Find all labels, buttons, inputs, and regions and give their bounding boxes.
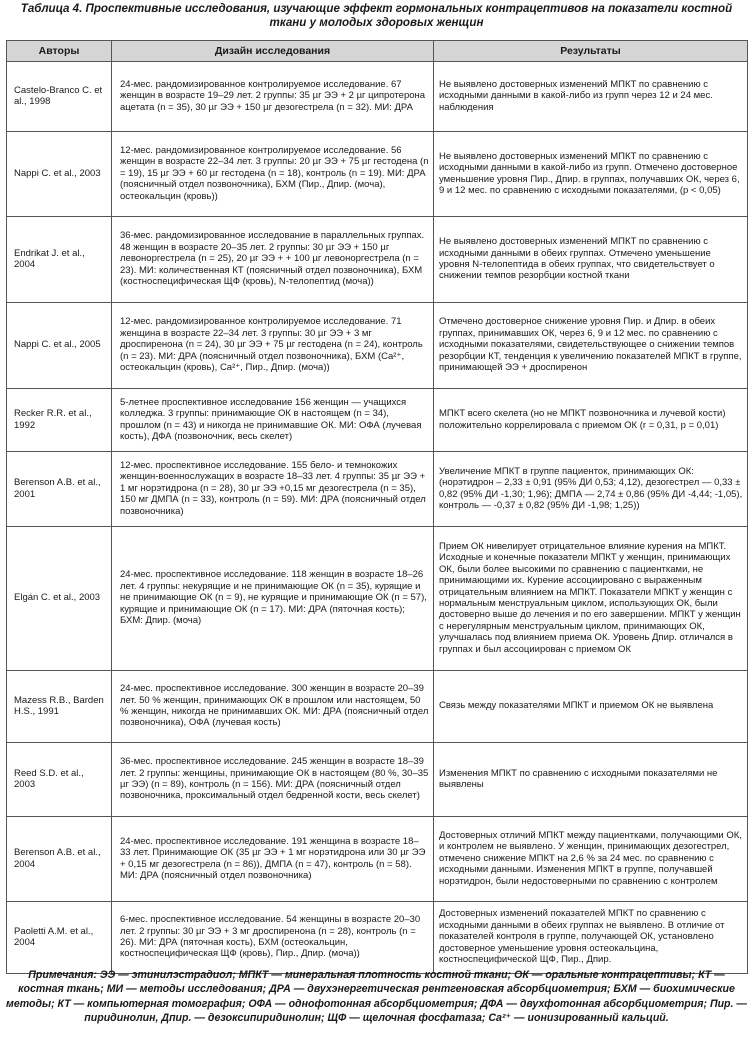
table-title: Таблица 4. Проспективные исследования, изучающие эффект гормональных контрацептивов на показатели костной ткани у молодых здоровых женщин [20,2,733,29]
header-results: Результаты [434,41,748,62]
design-cell: 36-мес. проспективное исследование. 245 женщин в возрасте 18–39 лет. 2 группы: женщины, принимающие ОК в настоящем (80 %, 30–35 µг ЭЭ) (n = 89), контроль (n = 156). МИ: ДРА (поясничный отдел позвоночника, проксимальный отдел бедренной кости, весь скелет) [112,743,434,817]
result-cell: Связь между показателями МПКТ и приемом ОК не выявлена [434,671,748,743]
table-notes [6,968,747,1026]
result-cell: Отмечено достоверное снижение уровня Пир. и Дпир. в обеих группах, принимавших ОК, через 6, 9 и 12 мес. по сравнению с исходными показателями, свидетельствующее о снижении темпов резорбции КТ, тенденция к увеличению показателей МПКТ в группе, принимающей ЭЭ + дроспиренон [434,303,748,389]
table-row [7,902,748,974]
author-cell: Recker R.R. et al., 1992 [7,389,112,452]
header-design: Дизайн исследования [112,41,434,62]
design-cell: 5-летнее проспективное исследование 156 женщин — учащихся колледжа. 3 группы: принимающие ОК в настоящем (n = 34), прошлом (n = 43) и никогда не принимавшие ОК. МИ: ОФА (лучевая кость), ДФА (позвоночник, весь скелет) [112,389,434,452]
table-row [7,817,748,902]
table-row [7,527,748,671]
author-cell: Reed S.D. et al., 2003 [7,743,112,817]
design-cell: 36-мес. рандомизированное исследование в параллельных группах. 48 женщин в возрасте 20–35 лет. 2 группы: 30 µг ЭЭ + 150 µг левоноргестрела (n = 25), 20 µг ЭЭ + + 100 µг левоноргестрела (n = 23). МИ: количественная КТ (поясничный отдел позвоночника), БХМ (костноспецифическая ЩФ (кровь), N-телопептид (моча)) [112,217,434,303]
result-cell: Не выявлено достоверных изменений МПКТ по сравнению с исходными данными в обеих группах. Отмечено уменьшение уровня N-телопептида в обеих группах, что свидетельствует о снижении темпов резорбции костной ткани [434,217,748,303]
result-cell: Увеличение МПКТ в группе пациенток, принимающих ОК: (норэтидрон – 2,33 ± 0,91 (95% ДИ 0,53; 4,12), дезогестрел — 0,33 ± 0,82 (95% ДИ -1,30; 1,96); ДМПА — 2,74 ± 0,86 (95% ДИ -4,44; -1,05), контроль — -0,37 ± 0,82 (95% ДИ -1,98; 1,25)) [434,452,748,527]
table-row [7,303,748,389]
result-cell: Изменения МПКТ по сравнению с исходными показателями не выявлены [434,743,748,817]
table-row [7,389,748,452]
design-cell: 12-мес. рандомизированное контролируемое исследование. 56 женщин в возрасте 22–34 лет. 3 группы: 20 µг ЭЭ + 75 µг гестодена (n = 19), 15 µг ЭЭ + 60 µг гестодена (n = 18), контроль (n = 19). МИ: ДРА (поясничный отдел позвоночника), БХМ (Пир., Дпир. (моча), остеокальцин (кровь)) [112,132,434,217]
notes-label: Примечания: [28,969,97,981]
result-cell: Не выявлено достоверных изменений МПКТ по сравнению с исходными данными в какой-либо из групп через 12 и 24 мес. наблюдения [434,62,748,132]
result-cell: Достоверных изменений показателей МПКТ по сравнению с исходными данными в обеих группах не выявлено. В отличие от показателей контроля в группе, получающей ОК, установлено достоверное уменьшение уровня остеокальцина, костноспецифической ЩФ, Пир., Дпир. [434,902,748,974]
author-cell: Paoletti A.M. et al., 2004 [7,902,112,974]
table-row [7,217,748,303]
table-row [7,132,748,217]
author-cell: Nappi C. et al., 2005 [7,303,112,389]
design-cell: 12-мес. рандомизированное контролируемое исследование. 71 женщина в возрасте 22–34 лет. 3 группы: 30 µг ЭЭ + 3 мг дроспиренона (n = 24), 30 µг ЭЭ + 75 µг гестодена (n = 24), контроль (n = 23). МИ: ДРА (поясничный отдел позвоночника), БХМ (Ca²⁺, остеокальцин (кровь), Ca²⁺, Пир., Дпир. (моча)) [112,303,434,389]
design-cell: 24-мес. рандомизированное контролируемое исследование. 67 женщин в возрасте 19–29 лет. 2 группы: 35 µг ЭЭ + 2 µг ципротерона ацетата (n = 35), 30 µг ЭЭ + 150 µг дезогестрела (n = 32). МИ: ДРА [112,62,434,132]
design-cell: 24-мес. проспективное исследование. 118 женщин в возрасте 18–26 лет. 4 группы: некурящие и не принимающие ОК (n = 35), курящие и не принимающие ОК (n = 9), не курящие и принимающие ОК (n = 57), курящие и принимающие ОК (n = 17). МИ: ДРА (пяточная кость); БХМ: Дпир. (моча) [112,527,434,671]
table-row [7,62,748,132]
result-cell: МПКТ всего скелета (но не МПКТ позвоночника и лучевой кости) положительно коррелировала с приемом ОК (r = 0,31, p = 0,01) [434,389,748,452]
design-cell: 24-мес. проспективное исследование. 300 женщин в возрасте 20–39 лет. 50 % женщин, принимающих ОК в прошлом или настоящем, 50 % женщин, никогда не принимавших ОК. МИ: ДРА (поясничный отдел позвоночника), ОФА (лучевая кость) [112,671,434,743]
design-cell: 6-мес. проспективное исследование. 54 женщины в возрасте 20–30 лет. 2 группы: 30 µг ЭЭ + 3 мг дроспиренона (n = 28), контроль (n = 26). МИ: ДРА (пяточная кость), БХМ (остеокальцин, костноспецифическая ЩФ (кровь), Пир., Дпир. (моча)) [112,902,434,974]
author-cell: Elgán C. et al., 2003 [7,527,112,671]
studies-table [6,40,748,974]
author-cell: Berenson A.B. et al., 2001 [7,452,112,527]
result-cell: Не выявлено достоверных изменений МПКТ по сравнению с исходными данными в какой-либо из групп. Отмечено достоверное уменьшение уровня Пир., Дпир. в группах, получавших ОК, через 6, 9 и 12 мес. по сравнению с исходными показателями, (p < 0,05) [434,132,748,217]
author-cell: Berenson A.B. et al., 2004 [7,817,112,902]
table-row [7,671,748,743]
notes-text: ЭЭ — этинилэстрадиол; МПКТ — минеральная плотность костной ткани; ОК — оральные контрацептивы; КТ — костная ткань; МИ — методы исследования; ДРА — двухэнергетическая рентгеновская абсорбциометрия; БХМ — биохимические методы; КТ — компьютерная томография; ОФА — однофотонная абсорбциометрия; ДФА — двухфотонная абсорбциометрия; Пир. — пиридинолин, Дпир. — дезоксипиридинолин; ЩФ — щелочная фосфатаза; Ca²⁺ — ионизированный кальций. [6,969,748,1025]
header-authors: Авторы [7,41,112,62]
author-cell: Endrikat J. et al., 2004 [7,217,112,303]
author-cell: Castelo-Branco C. et al., 1998 [7,62,112,132]
design-cell: 12-мес. проспективное исследование. 155 бело- и темнокожих женщин-военнослужащих в возрасте 18–33 лет. 4 группы: 35 µг ЭЭ + 1 мг норэтидрона (n = 28), 30 µг ЭЭ +0,15 мг дезогестрела (n = 35), 150 мг ДМПА (n = 33), контроль (n = 59). МИ: ДРА (поясничный отдел позвоночника) [112,452,434,527]
author-cell: Nappi C. et al., 2003 [7,132,112,217]
result-cell: Достоверных отличий МПКТ между пациентками, получающими ОК, и контролем не выявлено. У женщин, принимающих дезогестрел, отмечено снижение МПКТ на 2,6 % за 24 мес. по сравнению с исходными данными. Изменения МПКТ в группе, получавшей норэтидрон, были недостоверными по сравнению с контролем [434,817,748,902]
table-row [7,452,748,527]
table-row [7,743,748,817]
design-cell: 24-мес. проспективное исследование. 191 женщина в возрасте 18–33 лет. Принимающие ОК (35 µг ЭЭ + 1 мг норэтидрона или 30 µг ЭЭ + 0,15 мг дезогестрела (n = 86)), ДМПА (n = 47), контроль (n = 58). МИ: ДРА (поясничный отдел позвоночника) [112,817,434,902]
author-cell: Mazess R.B., Barden H.S., 1991 [7,671,112,743]
result-cell: Прием ОК нивелирует отрицательное влияние курения на МПКТ. Исходные и конечные показатели МПКТ у женщин, принимающих ОК, были более высокими по сравнению с пациентками, не принимающими их. Курение ассоциировано с выраженным отрицательным влиянием на МПКТ. Показатели МПКТ у женщин с нормальным менструальным циклом, использующих ОК, были достоверно выше до лечения и по его завершении. МПКТ у женщин с нерегулярным менструальным циклом, принимающих ОК, улучшалась под влиянием приема ОК. Уровень Дпир. отличался в группах и был ассоциирован с приемом ОК [434,527,748,671]
table-header-row [7,41,748,62]
